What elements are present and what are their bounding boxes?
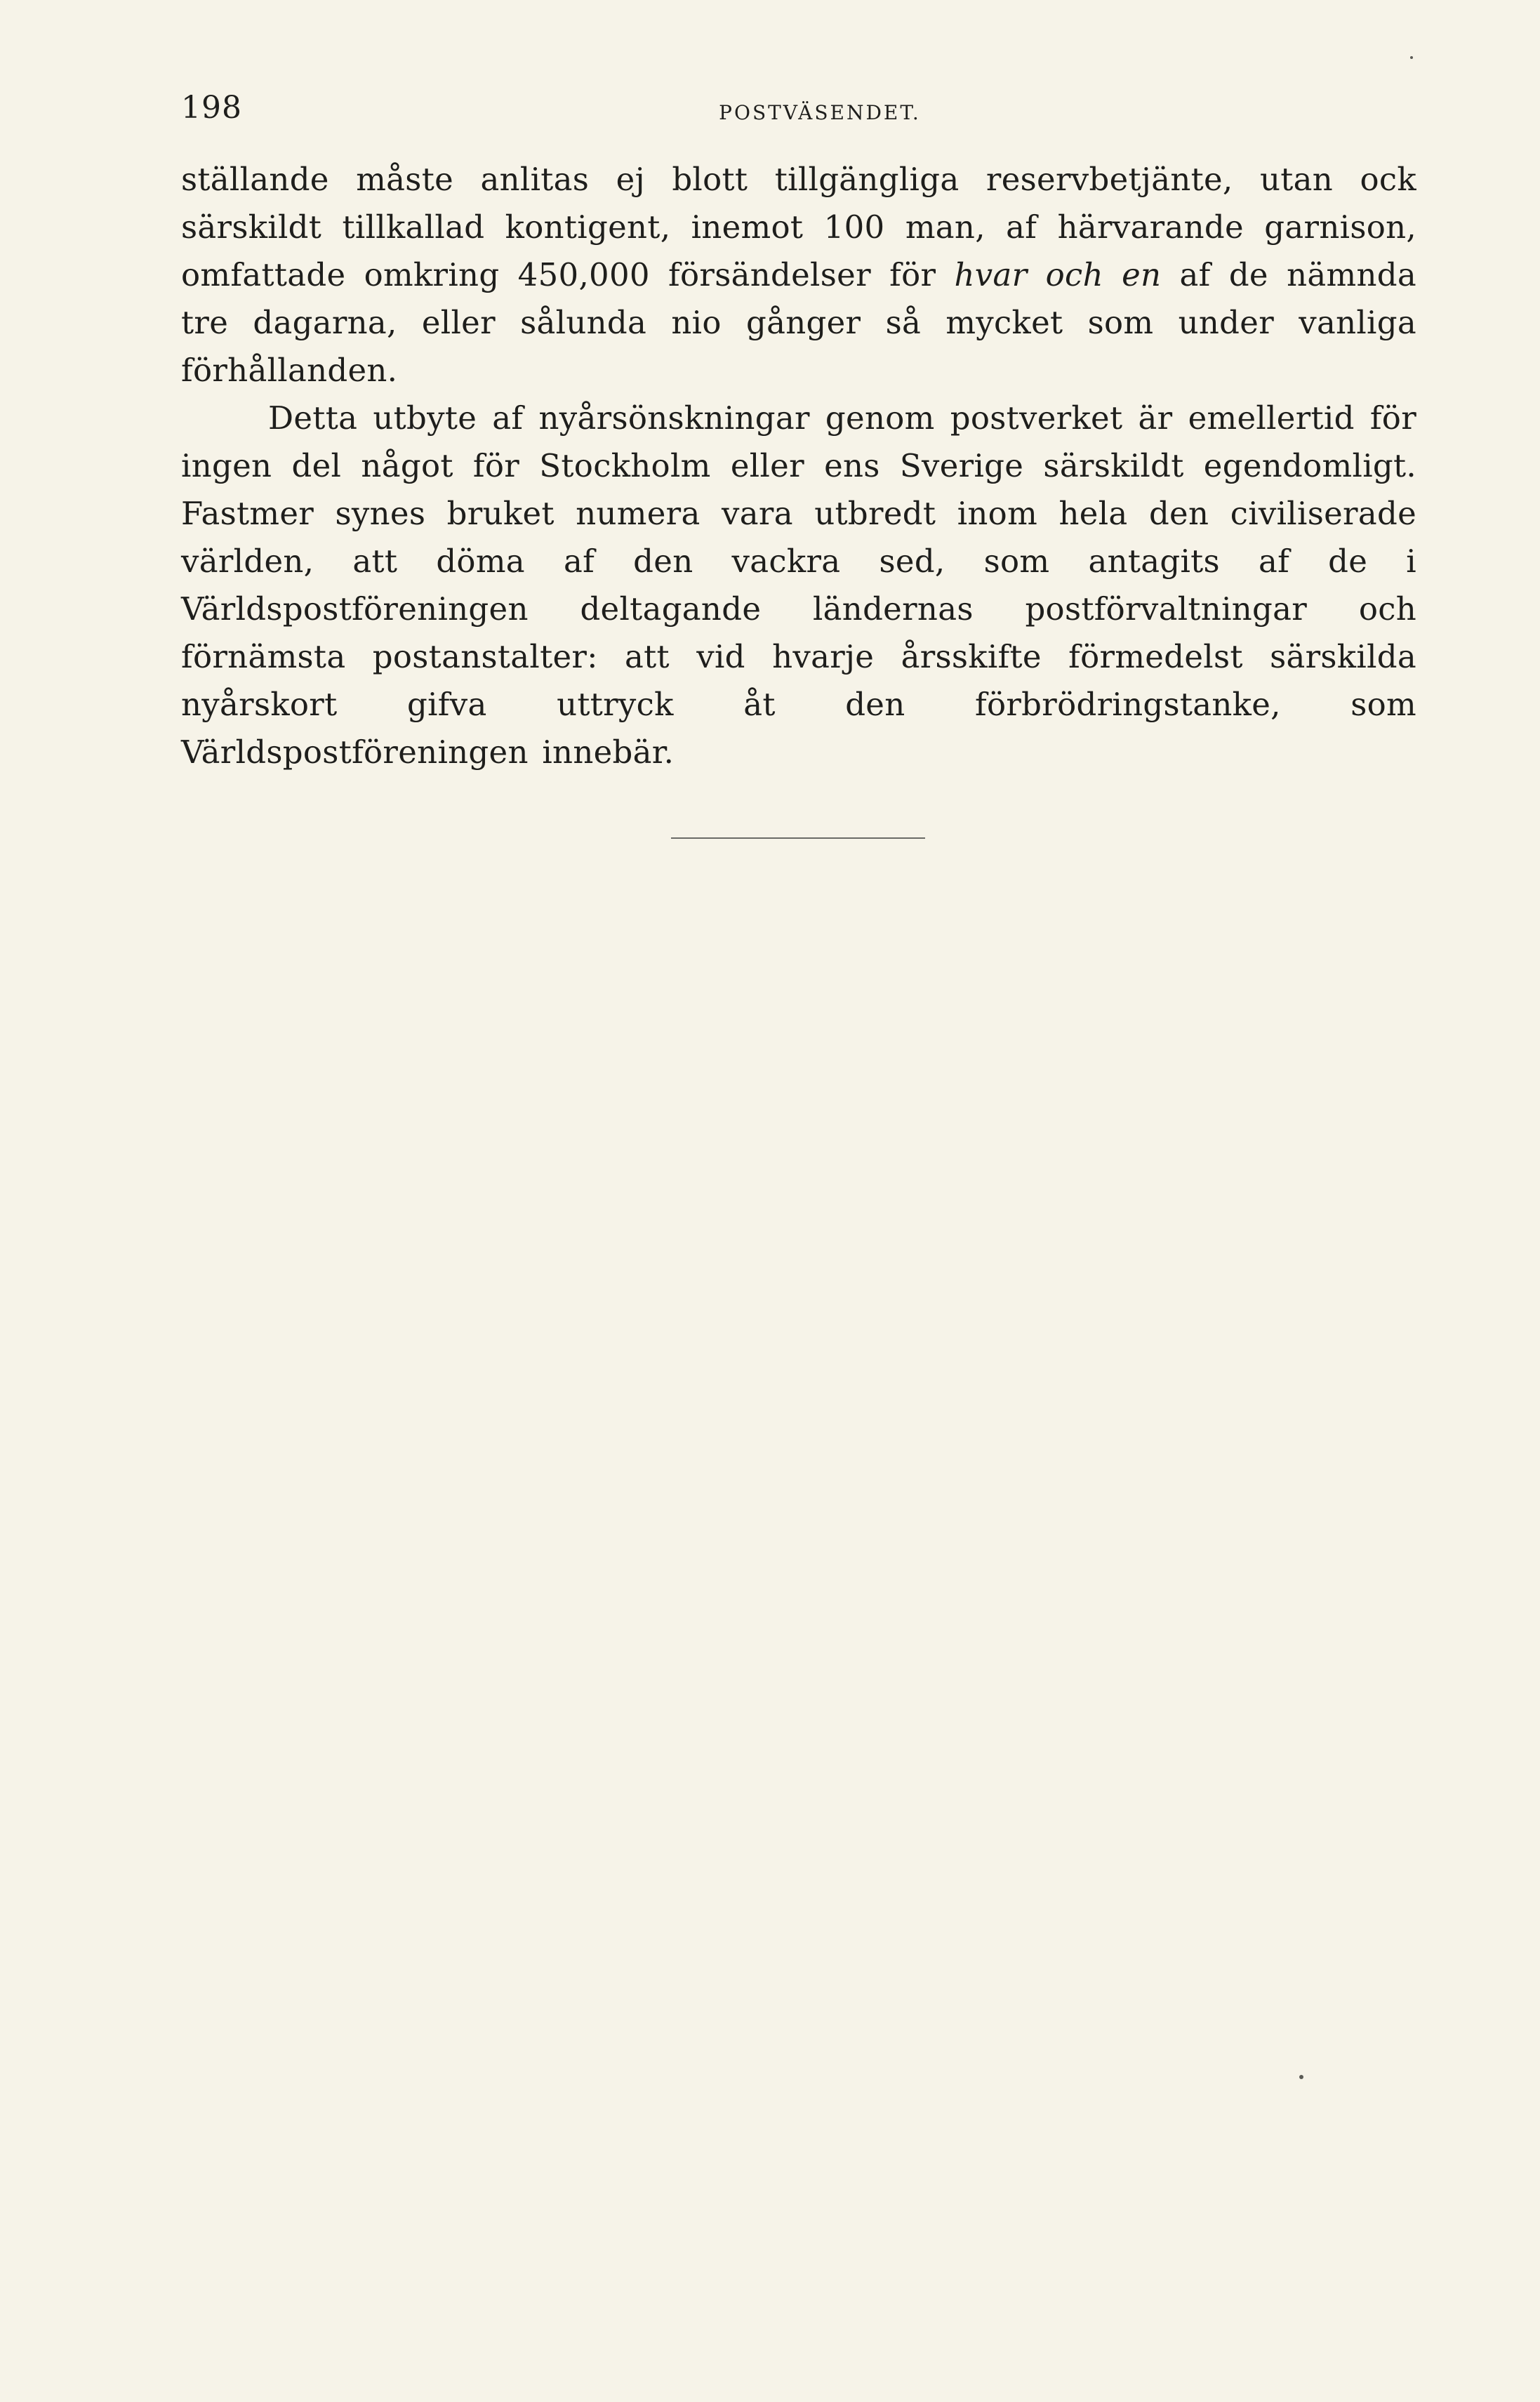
paper-speck (1299, 2075, 1303, 2079)
paragraph-1-text-start: ställande måste anlitas ej blott tillgängliga reservbetjänte, utan ock särskildt tillkallad kontigent, inemot 100 man, af härvarande garnison, omfattade omkring 450,000 försändelser för (181, 161, 1416, 293)
page-header (181, 90, 1416, 132)
running-head: POSTVÄSENDET. (719, 101, 921, 124)
paragraph-continued (181, 156, 1416, 394)
italic-phrase: hvar och en (954, 256, 1162, 293)
body-text (181, 156, 1416, 776)
paragraph-1-text-end: af de nämnda tre dagarna, eller sålunda nio gånger så mycket som under vanliga förhållanden. (181, 256, 1416, 389)
paragraph-new: Detta utbyte af nyårsönskningar genom postverket är emellertid för ingen del något för Stockholm eller ens Sverige särskildt egendomligt. Fastmer synes bruket numera vara utbredt inom hela den civiliserade världen, att döma af den vackra sed, som antagits af de i Världspostföreningen deltagande ländernas postförvaltningar och förnämsta postanstalter: att vid hvarje årsskifte förmedelst särskilda nyårskort gifva uttryck åt den förbrödringstanke, som Världspostföreningen innebär. (181, 399, 1416, 771)
page-number: 198 (181, 90, 242, 126)
paper-speck (1410, 56, 1413, 59)
section-divider-rule (671, 837, 925, 839)
